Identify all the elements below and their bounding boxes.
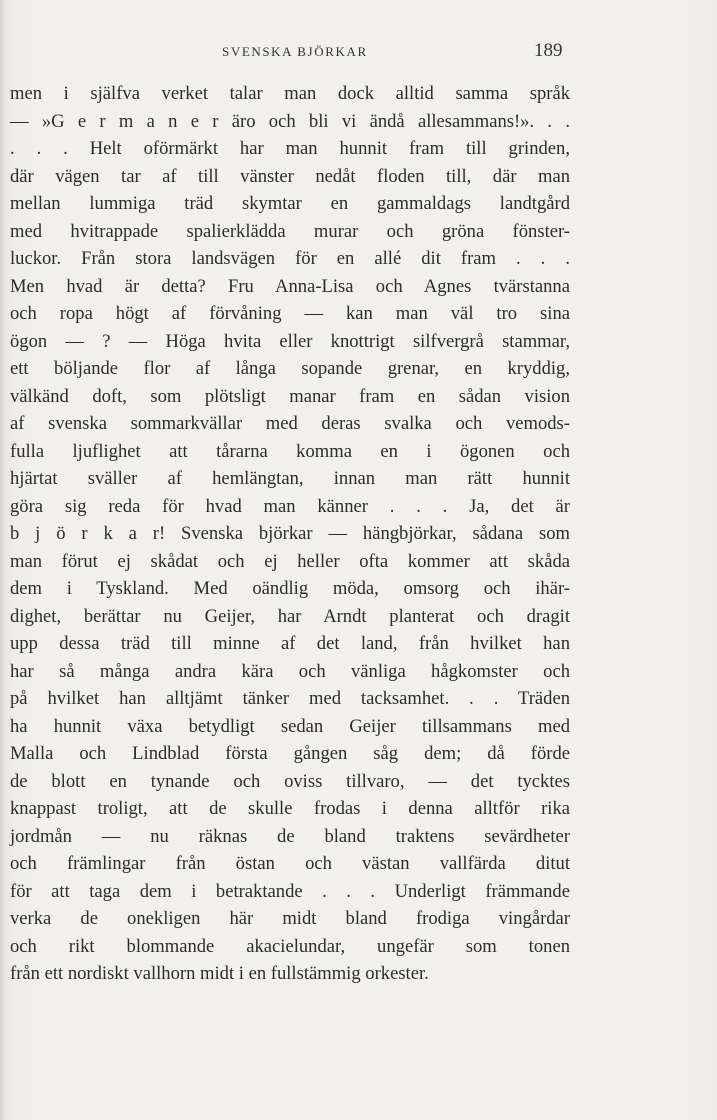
- text-line: och ropa högt af förvåning — kan man väl tro sina: [10, 303, 570, 324]
- text-line: mellan lummiga träd skymtar en gammaldags landtgård: [10, 193, 570, 214]
- text-line: Men hvad är detta? Fru Anna-Lisa och Agnes tvärstanna: [10, 275, 570, 297]
- text-line: från ett nordiskt vallhorn midt i en fullstämmig orkester.: [10, 963, 429, 984]
- text-line: med hvitrappade spalierklädda murar och gröna fönster-: [10, 220, 570, 242]
- text-line: knappast troligt, att de skulle frodas i denna alltför rika: [10, 798, 570, 819]
- text-line: hjärtat sväller af hemlängtan, innan man rätt hunnit: [10, 468, 570, 489]
- text-line: man förut ej skådat och ej heller ofta kommer att skåda: [10, 550, 570, 572]
- text-line: och främlingar från östan och västan vallfärda ditut: [10, 853, 570, 874]
- page-number: 189: [534, 40, 563, 61]
- page-gutter: [0, 0, 6, 1120]
- text-line: af svenska sommarkvällar med deras svalka och vemods-: [10, 413, 570, 434]
- text-line: på hvilket han alltjämt tänker med tacksamhet. . . Träden: [10, 688, 570, 709]
- text-line: Malla och Lindblad första gången såg dem; då förde: [10, 743, 570, 764]
- text-line: b j ö r k a r! Svenska björkar — hängbjörkar, sådana som: [10, 523, 570, 544]
- body-text: [10, 80, 570, 988]
- text-line: där vägen tar af till vänster nedåt floden till, där man: [10, 165, 570, 187]
- text-line: ha hunnit växa betydligt sedan Geijer tillsammans med: [10, 715, 570, 737]
- text-line: jordmån — nu räknas de bland traktens sevärdheter: [10, 825, 570, 847]
- text-line: ögon — ? — Höga hvita eller knottrigt silfvergrå stammar,: [10, 330, 570, 352]
- text-line: — »G e r m a n e r äro och bli vi ändå allesammans!». . .: [10, 110, 570, 132]
- running-head-title: SVENSKA BJÖRKAR: [222, 44, 368, 59]
- text-line: för att taga dem i betraktande . . . Underligt främmande: [10, 880, 570, 902]
- text-line: dem i Tyskland. Med oändlig möda, omsorg och ihär-: [10, 578, 570, 599]
- text-line: och rikt blommande akacielundar, ungefär som tonen: [10, 935, 570, 957]
- text-line: ett böljande flor af långa sopande grenar, en kryddig,: [10, 358, 570, 379]
- text-line: dighet, berättar nu Geijer, har Arndt planterat och dragit: [10, 605, 570, 627]
- text-line: . . . Helt oförmärkt har man hunnit fram till grinden,: [10, 138, 570, 159]
- text-line: har så många andra kära och vänliga hågkomster och: [10, 660, 570, 682]
- text-line: fulla ljuflighet att tårarna komma en i ögonen och: [10, 440, 570, 462]
- text-line: luckor. Från stora landsvägen för en allé dit fram . . .: [10, 248, 570, 269]
- running-head: [0, 40, 717, 64]
- text-line: välkänd doft, som plötsligt manar fram en sådan vision: [10, 385, 570, 407]
- text-line: verka de onekligen här midt bland frodiga vingårdar: [10, 908, 570, 929]
- text-line: upp dessa träd till minne af det land, från hvilket han: [10, 633, 570, 654]
- text-line: men i själfva verket talar man dock alltid samma språk: [10, 83, 570, 104]
- text-line: de blott en tynande och oviss tillvaro, — det tycktes: [10, 770, 570, 792]
- text-line: göra sig reda för hvad man känner . . . Ja, det är: [10, 495, 570, 517]
